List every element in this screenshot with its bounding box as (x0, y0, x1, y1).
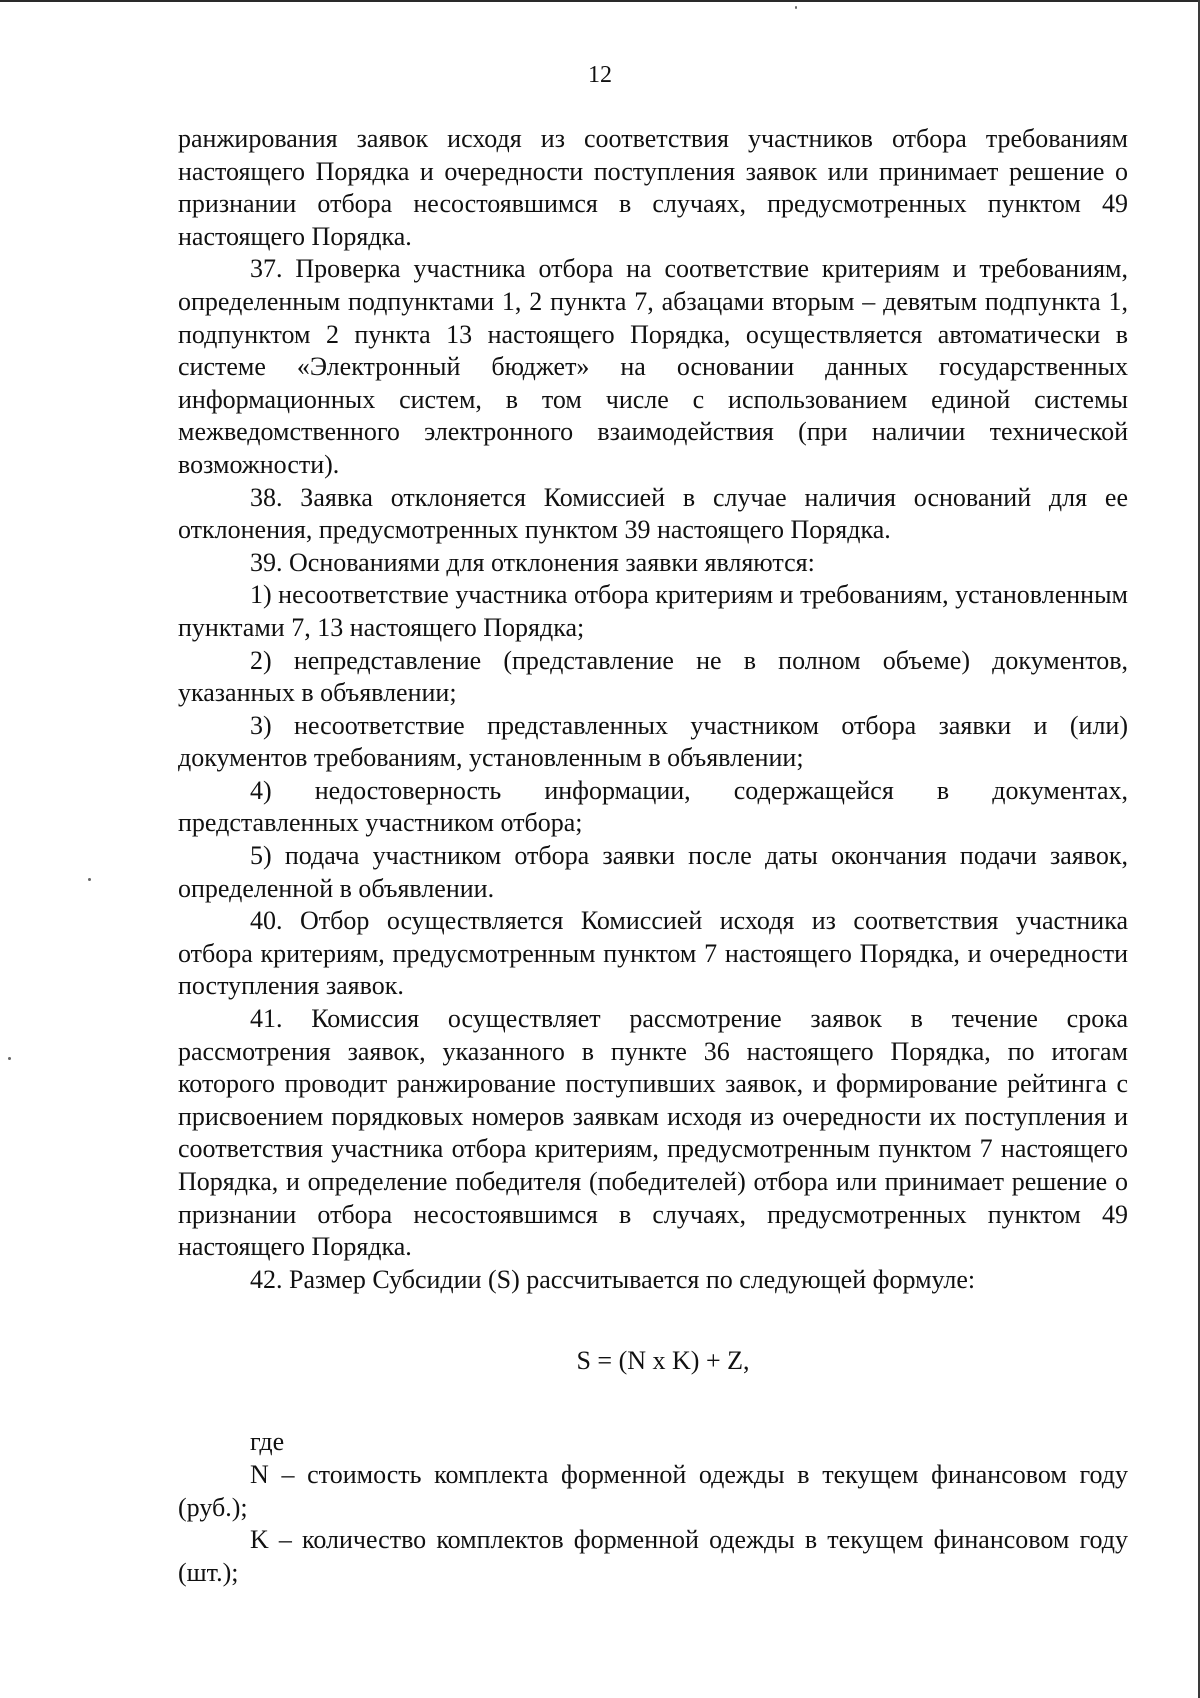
paragraph: 4) недостоверность информации, содержащейся в документах, представленных участником отбора; (178, 775, 1128, 838)
paragraph: 2) непредставление (представление не в полном объеме) документов, указанных в объявлении; (178, 645, 1128, 708)
paragraph-group-bottom (178, 1426, 1128, 1589)
paragraph-group-top (178, 123, 1128, 1296)
paragraph: 5) подача участником отбора заявки после даты окончания подачи заявок, определенной в объявлении. (178, 841, 1128, 903)
paragraph: где (250, 1427, 285, 1457)
paragraph: 39. Основаниями для отклонения заявки являются: (250, 547, 815, 577)
paragraph: ранжирования заявок исходя из соответствия участников отбора требованиям настоящего Порядка и очередности поступления заявок или принимает решение о признании отбора несостоявшимся в случаях, предусмотренных пунктом 49 настоящего Порядка. (178, 124, 1128, 251)
scan-top-edge (0, 0, 1200, 2)
paragraph: 41. Комиссия осуществляет рассмотрение заявок в течение срока рассмотрения заявок, указанного в пункте 36 настоящего Порядка, по итогам которого проводит ранжирование поступивших заявок, и формирование рейтинга с присвоением порядковых номеров заявкам исходя из очередности их поступления и соответствия участника отбора критериям, предусмотренным пунктом 7 настоящего Порядка, и определение победителя (победителей) отбора или принимает решение о признании отбора несостоявшимся в случаях, предусмотренных пунктом 49 настоящего Порядка. (178, 1004, 1128, 1262)
paragraph: K – количество комплектов форменной одежды в текущем финансовом году (шт.); (178, 1525, 1128, 1587)
paragraph: 37. Проверка участника отбора на соответствие критериям и требованиям, определенным подпунктами 1, 2 пункта 7, абзацами вторым – девятым подпункта 1, подпунктом 2 пункта 13 настоящего Порядка, осуществляется автоматически в системе «Электронный бюджет» на основании данных государственных информационных систем, в том числе с использованием единой системы межведомственного электронного взаимодействия (при наличии технической возможности). (178, 254, 1128, 479)
paragraph: 38. Заявка отклоняется Комиссией в случае наличия оснований для ее отклонения, предусмотренных пунктом 39 настоящего Порядка. (178, 482, 1128, 545)
paragraph: 42. Размер Субсидии (S) рассчитывается по следующей формуле: (250, 1264, 976, 1294)
paragraph: N – стоимость комплекта форменной одежды в текущем финансовом году (руб.); (178, 1459, 1128, 1522)
paragraph: 40. Отбор осуществляется Комиссией исходя из соответствия участника отбора критериям, предусмотренным пунктом 7 настоящего Порядка, и очередности поступления заявок. (178, 906, 1128, 1001)
scan-speck (8, 1057, 11, 1060)
subsidy-formula: S = (N x K) + Z, (576, 1346, 750, 1376)
paragraph: 1) несоответствие участника отбора критериям и требованиям, установленным пунктами 7, 13 настоящего Порядка; (178, 580, 1128, 642)
page-number: 12 (588, 62, 612, 88)
scan-speck (88, 878, 91, 881)
paragraph: 3) несоответствие представленных участником отбора заявки и (или) документов требованиям, установленным в объявлении; (178, 710, 1128, 773)
document-body (178, 123, 1128, 1589)
scan-speck (795, 6, 797, 9)
